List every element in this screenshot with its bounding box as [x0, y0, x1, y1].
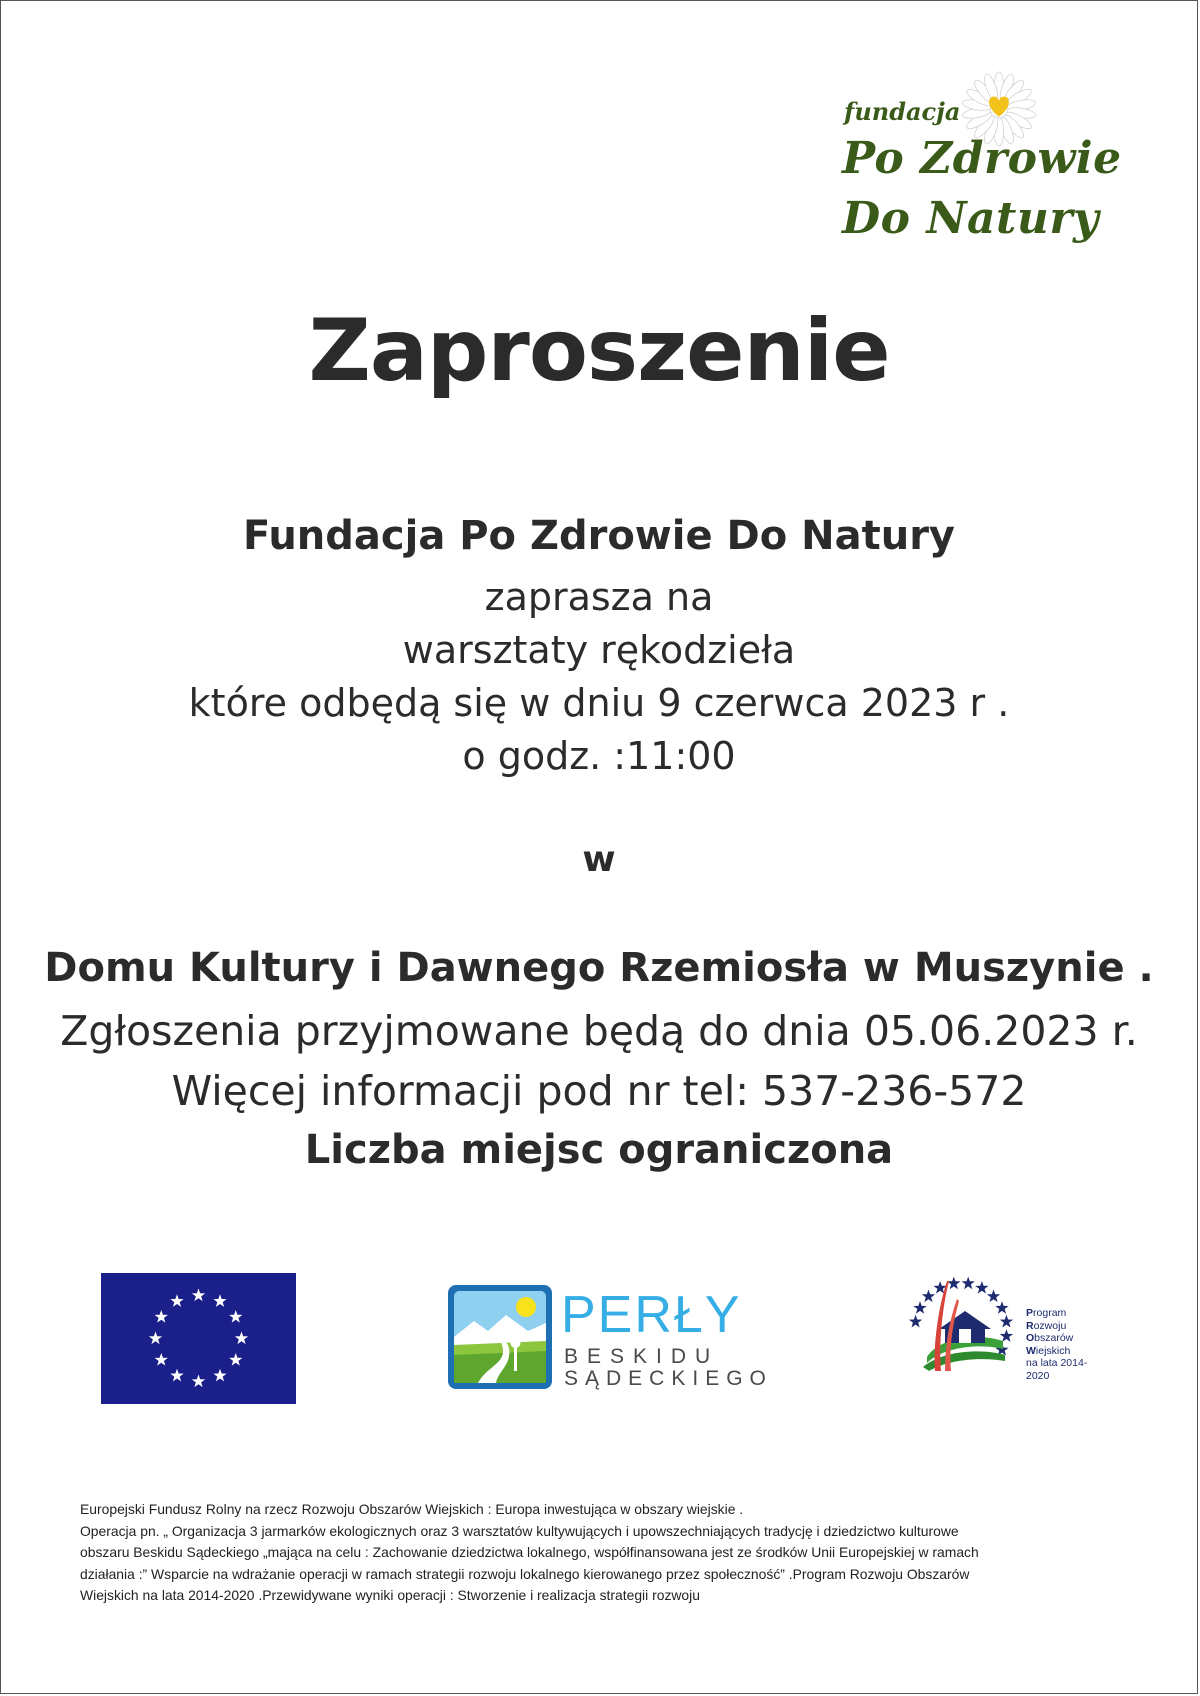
- invite-line: o godz. :11:00: [462, 734, 736, 778]
- registration-deadline: Zgłoszenia przyjmowane będą do dnia 05.06.2023 r.: [60, 1007, 1138, 1055]
- invite-line: które odbędą się w dniu 9 czerwca 2023 r .: [188, 681, 1010, 725]
- logo-line-fundacja: fundacja: [844, 97, 961, 126]
- page-title: Zaproszenie: [308, 301, 890, 401]
- logo-line-do-natury: Do Natury: [842, 193, 1100, 244]
- prow-star-icon: [1000, 1315, 1013, 1328]
- organizer-name: Fundacja Po Zdrowie Do Natury: [242, 513, 955, 559]
- prow-line: Wiejskich: [1026, 1344, 1071, 1357]
- perly-sub-1: BESKIDU: [564, 1345, 720, 1368]
- prow-star-icon: [922, 1289, 935, 1302]
- prow-star-icon: [947, 1277, 960, 1290]
- mountain-road-icon: [448, 1285, 552, 1389]
- invite-line: warsztaty rękodzieła: [402, 628, 796, 672]
- prow-star-icon: [962, 1277, 975, 1290]
- footnote-line: Operacja pn. „ Organizacja 3 jarmarków ekologicznych oraz 3 warsztatów kultywujących i upowszechniających tradycję i dziedzictwo kulturowe: [80, 1522, 959, 1539]
- prow-line: Rozwoju: [1026, 1319, 1067, 1332]
- prow-star-icon: [995, 1301, 1008, 1314]
- foundation-logo: [836, 71, 1122, 261]
- footnote-line: Europejski Fundusz Rolny na rzecz Rozwoju Obszarów Wiejskich : Europa inwestująca w obszary wiejskie .: [80, 1501, 744, 1517]
- prow-logo: [899, 1271, 1099, 1383]
- footnote-line: obszaru Beskidu Sądeckiego „mająca na celu : Zachowanie dziedzictwa lokalnego, współfinansowana jest ze środków Unii Europejskiej w ramach: [80, 1544, 979, 1560]
- prow-text: [1026, 1307, 1099, 1382]
- prow-star-icon: [909, 1315, 922, 1328]
- perly-title: PERŁY: [561, 1286, 742, 1344]
- eu-flag-icon: [101, 1273, 296, 1404]
- footnote-line: działania :” Wsparcie na wdrażanie operacji w ramach strategii rozwoju lokalnego kierowanego przez społeczność” .Program Rozwoju Obszarów: [80, 1565, 970, 1582]
- registration-info: [1, 1001, 1197, 1121]
- connector-word: w: [582, 839, 616, 880]
- prow-period: na lata 2014-2020: [1026, 1357, 1088, 1382]
- prow-star-icon: [1000, 1329, 1013, 1342]
- contact-phone: Więcej informacji pod nr tel: 537-236-572: [171, 1067, 1027, 1115]
- invitation-details: [1, 571, 1197, 783]
- perly-beskidu-logo: [448, 1285, 773, 1395]
- venue-name: Domu Kultury i Dawnego Rzemiosła w Muszynie .: [44, 945, 1154, 991]
- logo-line-po-zdrowie: Po Zdrowie: [842, 133, 1122, 184]
- prow-star-icon: [913, 1301, 926, 1314]
- invite-line: zaprasza na: [484, 575, 714, 619]
- seats-limited-note: Liczba miejsc ograniczona: [304, 1127, 894, 1173]
- prow-line: Program: [1026, 1307, 1067, 1319]
- perly-sub-2: SĄDECKIEGO: [564, 1367, 773, 1390]
- prow-emblem-icon: [899, 1271, 1017, 1383]
- footnote-line: Wiejskich na lata 2014-2020 .Przewidywane wyniki operacji : Stworzenie i realizacja strategii rozwoju: [80, 1587, 700, 1603]
- funding-footnote: [80, 1499, 1130, 1607]
- prow-star-icon: [987, 1289, 1000, 1302]
- prow-star-icon: [975, 1281, 988, 1294]
- prow-line: Obszarów: [1026, 1332, 1074, 1344]
